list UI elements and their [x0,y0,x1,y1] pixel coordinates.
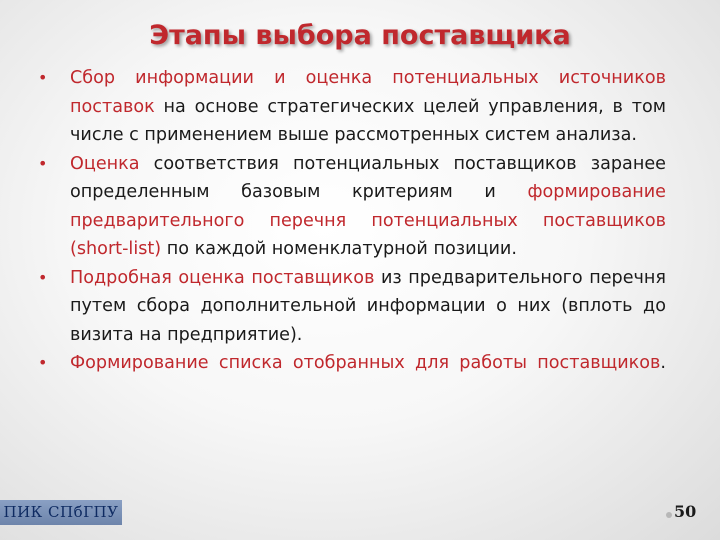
bullet-item [38,349,666,378]
bullet-accent-text: Оценка [70,153,140,174]
bullet-accent-text: Формирование списка отобранных для работы поставщиков [70,353,661,373]
slide-title: Этапы выбора поставщика [149,20,571,51]
page-dot-icon [666,512,672,518]
bullet-accent-text: формирование предварительного перечня потенциальных поставщиков (short-list) [70,182,666,259]
bullet-marker: • [38,68,48,87]
bullet-text: соответствия потенциальных поставщиков заранее определенным базовым критериям и [70,153,666,202]
bullet-item [38,150,666,264]
footer-logo: ПИК СПбГПУ [0,500,122,525]
page-number: 50 [674,502,697,521]
bullet-list [38,64,666,378]
bullet-text: на основе стратегических целей управления, в том числе с применением выше рассмотренных систем анализа. [70,96,666,145]
page-number-area [662,502,702,526]
bullet-accent-text: Подробная оценка поставщиков [70,267,375,288]
bullet-text: из предварительного перечня путем сбора дополнительной информации о них (вплоть до визита на предприятие). [70,267,666,345]
bullet-marker: • [38,153,48,173]
bullet-text: . [660,353,666,373]
bullet-item [38,64,666,150]
bullet-accent-text: Сбор информации и оценка потенциальных источников поставок [70,68,666,117]
bullet-text: по каждой номенклатурной позиции. [161,239,517,259]
bullet-marker: • [38,353,48,372]
bullet-marker: • [38,267,48,287]
bullet-item [38,264,666,350]
